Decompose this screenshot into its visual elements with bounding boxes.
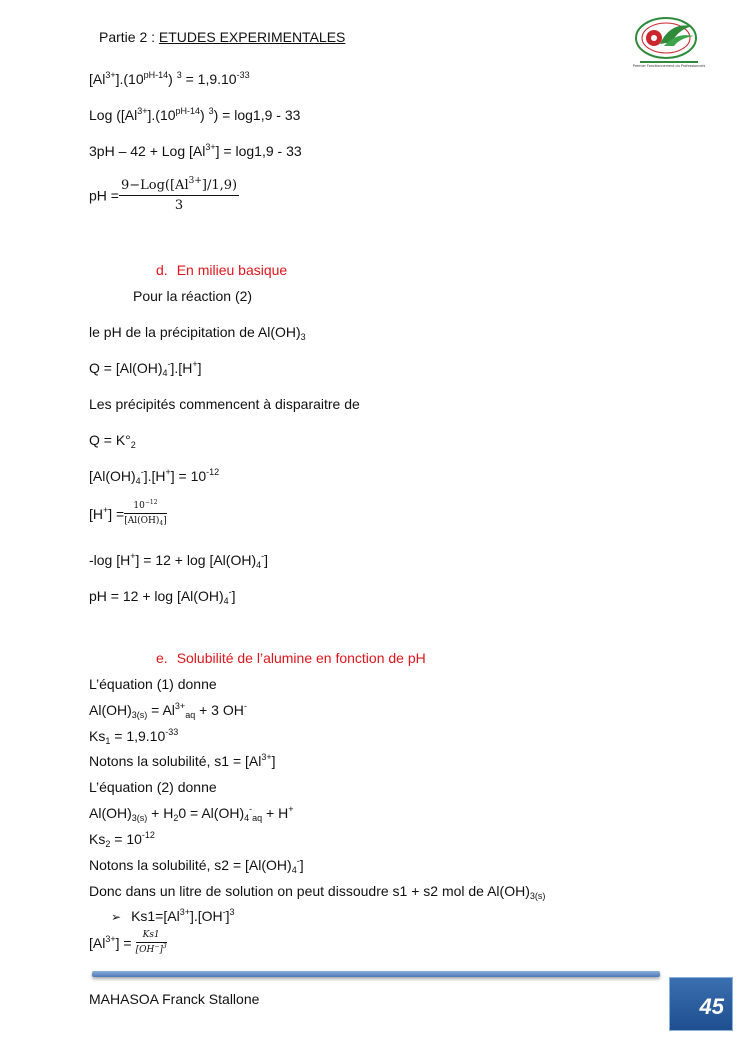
page-header: Partie 2 : ETUDES EXPERIMENTALES	[99, 29, 346, 45]
equation-line: $Q = [Al(OH)_4^-].[H^+]$	[89, 359, 202, 378]
section-heading-d: d. En milieu basique	[156, 262, 288, 278]
al-fraction-line: $[Al^{3+}]$ = $\frac{Ks1}{[OH^-]^3}$	[89, 930, 167, 955]
equation-line: -log $[H^+] = 12 + \log [Al(OH)_4^-]$	[89, 551, 269, 570]
equation-line: $Al(OH)_{3(s)} + H_20 = Al(OH)_4^-_{aq} + H^+$	[89, 804, 294, 823]
page-number: 45	[699, 994, 724, 1019]
equation-line: $Ks_2 = 10^{-12}$	[89, 830, 155, 849]
text-line: Donc dans un litre de solution on peut dissoudre s1 + s2 mol de $Al(OH)_{3(s)}$	[89, 883, 546, 901]
arrow-bullet-icon: ➢	[111, 910, 122, 924]
al-fraction: $\frac{Ks1}{[OH^-]^3}$	[135, 930, 167, 955]
equation-line: $[Al(OH)_4^-].[H^+] = 10^{-12}$	[89, 467, 220, 486]
equation-line: $[Al^{3+}].(10^{pH-14}) ^3 = 1,9.10^{-33}$	[89, 70, 250, 87]
section-heading-e: e. Solubilité de l’alumine en fonction de pH	[156, 650, 426, 666]
footer-rule	[92, 971, 660, 977]
equation-line: 3pH – 42 + Log $[Al^{3+}] = \log 1,9 - 33$	[89, 142, 302, 159]
text-line: L’équation (2) donne	[89, 779, 217, 795]
ph-fraction: $\frac{9-Log([Al^{3+}]/1,9)}{3}$	[120, 176, 238, 213]
text-line: Les précipités commencent à disparaitre de	[89, 396, 360, 412]
equation-line: $Ks_1 = 1,9.10^{-33}$	[89, 727, 179, 746]
page-number-box	[669, 977, 733, 1031]
bullet-item: ➢ $Ks1=[Al^{3+}].[OH^-]^3$	[111, 907, 235, 924]
text-line: Notons la solubilité, $s1 = [Al^{3+}]$	[89, 752, 276, 769]
equation-line: $Al(OH)_{3(s)} = Al^{3+}_{aq} + 3$ OH-	[89, 701, 247, 720]
text-line: Notons la solubilité, $s2 = [Al(OH)_4^-]$	[89, 856, 304, 875]
logo-caption: Premier Fonctionnement du Professionnels	[632, 64, 706, 68]
equation-line: Log $([Al^{3+}].(10^{pH-14}) ^3) = \log 1,9 - 33$	[89, 106, 301, 123]
equation-line: $Q = K^\circ_2$	[89, 432, 136, 450]
part-title: ETUDES EXPERIMENTALES	[158, 29, 346, 45]
h-fraction-line: [H+] = $\frac{10^{-12}}{[Al(OH)_4]}$	[89, 499, 167, 527]
ph-fraction-line: pH = $\frac{9-Log([Al^{3+}]/1,9)}{3}$	[89, 176, 238, 213]
footer-author: MAHASOA Franck Stallone	[89, 991, 260, 1007]
text-line: Pour la réaction (2)	[133, 288, 253, 304]
text-line: L’équation (1) donne	[89, 676, 217, 692]
h-fraction: $\frac{10^{-12}}{[Al(OH)_4]}$	[124, 499, 167, 527]
equation-line: pH = $12 + \log [Al(OH)_4^-]$	[89, 587, 236, 606]
text-line: le pH de la précipitation de $Al(OH)_3$	[89, 324, 306, 342]
institution-logo	[632, 14, 706, 68]
